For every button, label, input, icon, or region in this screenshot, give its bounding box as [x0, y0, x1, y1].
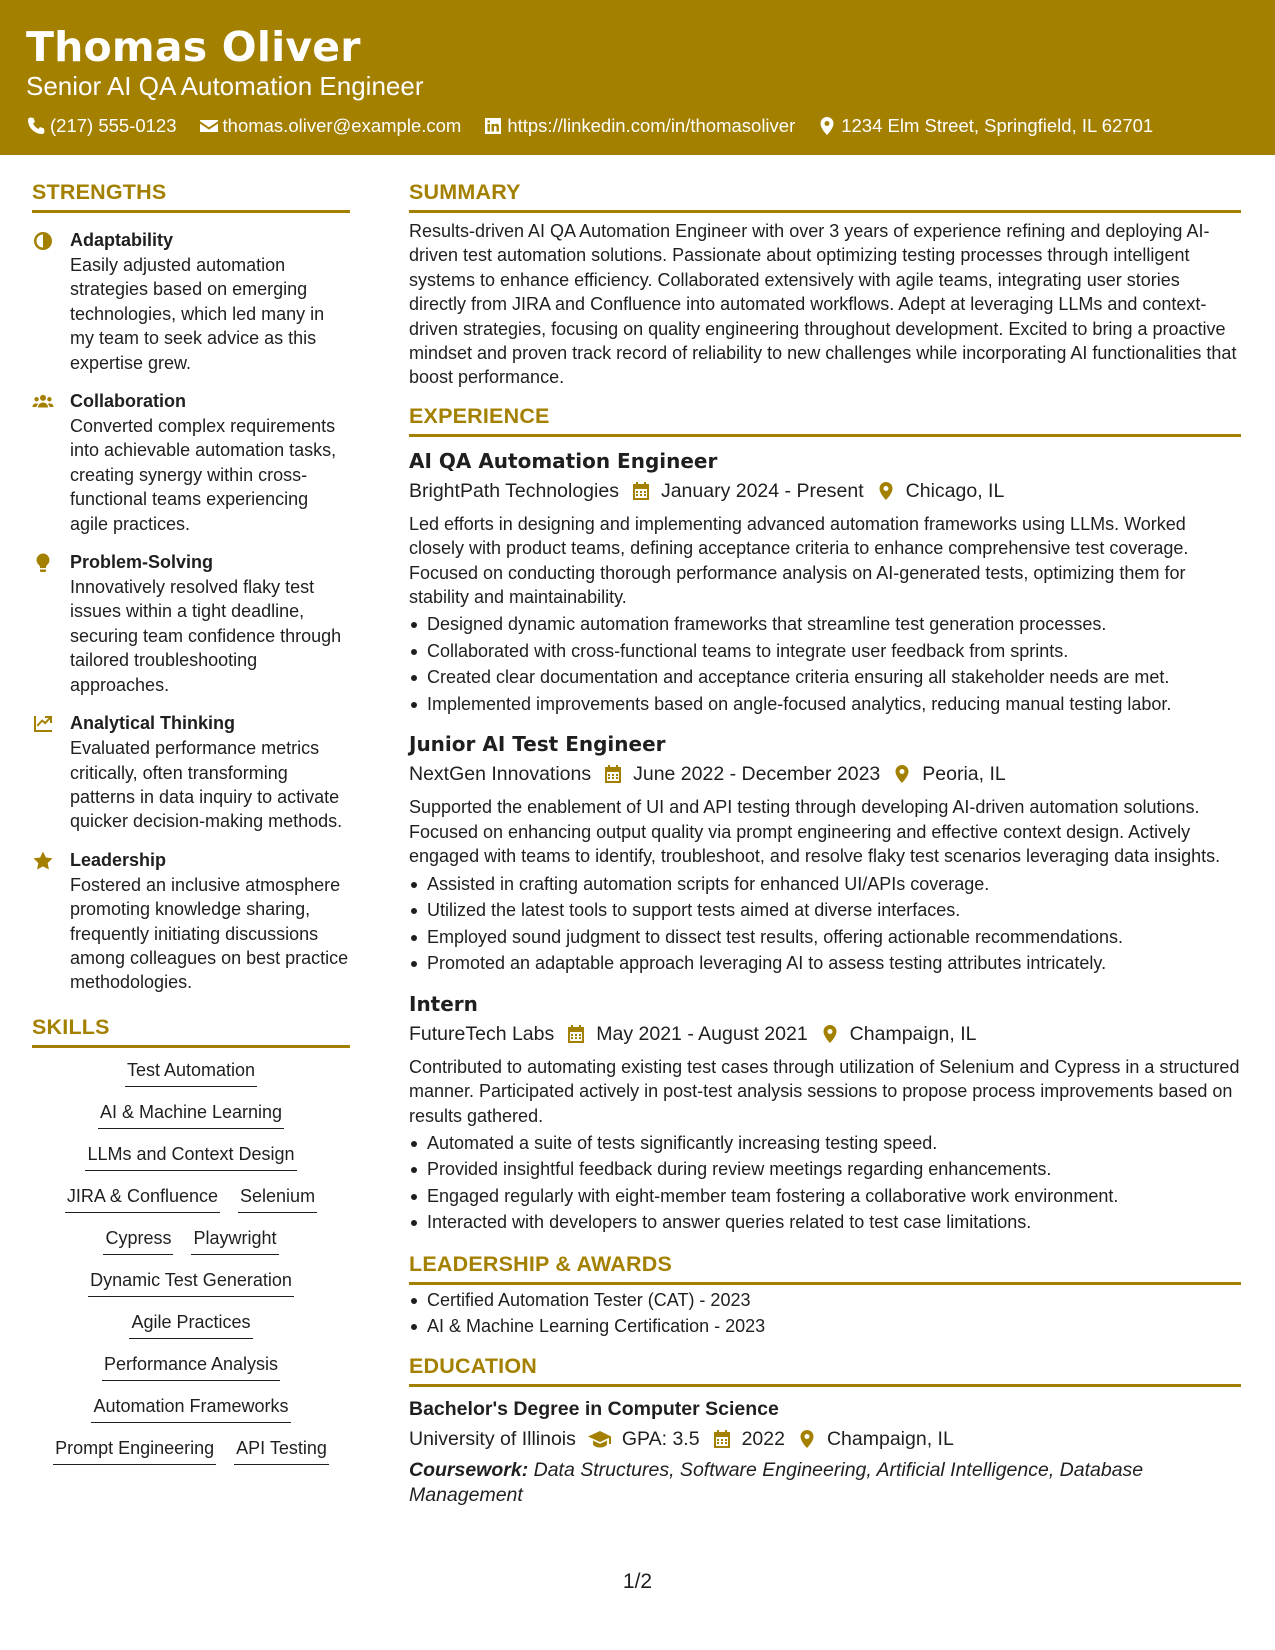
resume-header [0, 0, 1275, 155]
star-icon [32, 850, 54, 872]
list-item: Engaged regularly with eight-member team fostering a collaborative work environment. [409, 1183, 1241, 1210]
job-bullets [409, 611, 1241, 717]
graduation-year: 2022 [741, 1427, 785, 1450]
job-dates: January 2024 - Present [660, 479, 864, 502]
strength-desc: Converted complex requirements into achievable automation tasks, creating synergy within cross-functional teams experiencing agile practices. [70, 416, 337, 534]
strength-item [32, 710, 350, 834]
skill-tag: LLMs and Context Design [85, 1142, 296, 1171]
list-item: Automated a suite of tests significantly increasing testing speed. [409, 1130, 1241, 1157]
job-bullets [409, 1130, 1241, 1236]
strength-item [32, 847, 350, 995]
lightbulb-icon [32, 552, 54, 574]
job-dates: June 2022 - December 2023 [633, 763, 881, 786]
strength-title: Adaptability [70, 230, 174, 250]
contact-phone[interactable] [26, 114, 177, 138]
job-bullets [409, 871, 1241, 977]
contact-linkedin[interactable] [483, 114, 795, 138]
map-pin-icon [797, 1429, 817, 1449]
page-number: 1/2 [622, 1570, 653, 1593]
job-title: AI QA Automation Engineer [409, 448, 718, 473]
list-item: Implemented improvements based on angle-focused analytics, reducing manual testing labor. [409, 691, 1241, 718]
list-item: Employed sound judgment to dissect test results, offering actionable recommendations. [409, 924, 1241, 951]
right-column [409, 178, 1241, 1508]
company-name: FutureTech Labs [409, 1022, 555, 1045]
chart-line-icon [32, 713, 54, 735]
list-item: Collaborated with cross-functional teams to integrate user feedback from sprints. [409, 638, 1241, 665]
address-text: 1234 Elm Street, Springfield, IL 62701 [841, 115, 1154, 136]
list-item: Certified Automation Tester (CAT) - 2023 [409, 1287, 1241, 1314]
map-pin-icon [820, 1024, 840, 1044]
list-item: Created clear documentation and acceptance criteria ensuring all stakeholder needs are met. [409, 664, 1241, 691]
list-item: Interacted with developers to answer queries related to test case limitations. [409, 1209, 1241, 1236]
strengths-list [32, 227, 350, 995]
job-meta [409, 477, 1241, 505]
list-item: Utilized the latest tools to support tests aimed at diverse interfaces. [409, 897, 1241, 924]
coursework [409, 1458, 1241, 1508]
list-item: AI & Machine Learning Certification - 2023 [409, 1313, 1241, 1340]
map-pin-icon [817, 116, 837, 136]
skill-tag: API Testing [234, 1436, 329, 1465]
phone-text: (217) 555-0123 [50, 115, 177, 136]
strengths-heading: STRENGTHS [32, 178, 350, 213]
skill-tag: Dynamic Test Generation [88, 1268, 294, 1297]
job-title: Intern [409, 991, 478, 1016]
strength-title: Analytical Thinking [70, 713, 236, 734]
linkedin-icon [483, 116, 503, 136]
map-pin-icon [892, 764, 912, 784]
skill-tag: Prompt Engineering [53, 1436, 216, 1465]
job-entry [409, 990, 1241, 1236]
calendar-icon [566, 1024, 586, 1044]
summary-heading: SUMMARY [409, 178, 1241, 213]
job-description: Led efforts in designing and implementing advanced automation frameworks using LLMs. Worked closely with product teams, defining acceptance criteria to enhance comprehensive test coverage. Focused on conducting thorough performance analysis on AI-generated tests, optimizing them for stability and maintainability. [409, 513, 1189, 608]
strength-desc: Evaluated performance metrics critically, often transforming patterns in data inquiry to activate quicker decision-making methods. [70, 738, 343, 832]
job-entry [409, 447, 1241, 718]
gpa: GPA: 3.5 [621, 1427, 700, 1450]
strength-item [32, 549, 350, 697]
users-icon [32, 391, 54, 413]
strength-desc: Easily adjusted automation strategies based on emerging technologies, which led many in my team to seek advice as this expertise grew. [70, 255, 325, 373]
contact-bar [26, 114, 1275, 138]
skills-list [32, 1058, 350, 1465]
calendar-icon [631, 481, 651, 501]
skill-tag: Test Automation [125, 1058, 257, 1087]
strength-title: Problem-Solving [70, 552, 214, 573]
list-item: Designed dynamic automation frameworks that streamline test generation processes. [409, 611, 1241, 638]
contact-email[interactable] [199, 114, 462, 138]
strength-title: Collaboration [70, 391, 186, 412]
job-entry [409, 730, 1241, 976]
education-location: Champaign, IL [826, 1427, 954, 1450]
strength-desc: Fostered an inclusive atmosphere promoting knowledge sharing, frequently initiating discussions among colleagues on best practice methodologies. [70, 874, 349, 993]
coursework-text: Data Structures, Software Engineering, Artificial Intelligence, Database Management [409, 1458, 1144, 1506]
company-name: NextGen Innovations [409, 763, 592, 786]
skill-tag: AI & Machine Learning [98, 1100, 284, 1129]
strength-item [32, 388, 350, 536]
job-meta [409, 1020, 1241, 1048]
strength-item [32, 227, 350, 375]
list-item: Promoted an adaptable approach leveraging AI to assess testing attributes intricately. [409, 950, 1241, 977]
left-column [32, 178, 350, 1478]
summary-text: Results-driven AI QA Automation Engineer with over 3 years of experience refining and deploying AI-driven test automation solutions. Passionate about optimizing testing processes through intelligent systems to enhance efficiency. Collaborated extensively with agile teams, integrating user stories directly from JIRA and Confluence into automated workflows. Adept at leveraging LLMs and context-driven strategies, focusing on quality engineering throughout development. Excited to bring a proactive mindset and proven track record of reliability to new challenges while incorporating AI functionalities that boost performance. [409, 221, 1237, 388]
coursework-label: Coursework: [409, 1458, 529, 1481]
half-circle-icon [32, 230, 54, 252]
school-name: University of Illinois [409, 1427, 576, 1450]
phone-icon [26, 116, 46, 136]
skills-heading: SKILLS [32, 1013, 350, 1048]
degree-title: Bachelor's Degree in Computer Science [409, 1397, 779, 1420]
envelope-icon [199, 116, 219, 136]
skill-tag: Selenium [238, 1184, 317, 1213]
skill-tag: Playwright [191, 1226, 278, 1255]
strength-desc: Innovatively resolved flaky test issues within a tight deadline, securing team confidence through tailored troubleshooting approaches. [70, 577, 342, 695]
awards-list [409, 1287, 1241, 1340]
calendar-icon [712, 1429, 732, 1449]
job-location: Chicago, IL [905, 479, 1005, 502]
contact-address [817, 114, 1153, 138]
skill-tag: Performance Analysis [102, 1352, 280, 1381]
company-name: BrightPath Technologies [409, 479, 619, 502]
candidate-title: Senior AI QA Automation Engineer [26, 71, 424, 101]
map-pin-icon [876, 481, 896, 501]
calendar-icon [603, 764, 623, 784]
job-description: Contributed to automating existing test cases through utilization of Selenium and Cypress in a structured manner. Participated actively in post-test analysis sessions to propose process improvements based on results gathered. [409, 1056, 1240, 1126]
education-heading: EDUCATION [409, 1352, 1241, 1387]
email-text: thomas.oliver@example.com [222, 115, 462, 136]
skill-tag: Agile Practices [129, 1310, 252, 1339]
job-description: Supported the enablement of UI and API testing through developing AI-driven automation solutions. Focused on enhancing output quality via prompt engineering and effective context design. Actively engaged with teams to identify, troubleshoot, and resolve flaky test scenarios leveraging data insights. [409, 797, 1221, 867]
job-dates: May 2021 - August 2021 [596, 1022, 808, 1045]
leadership-heading: LEADERSHIP & AWARDS [409, 1250, 1241, 1285]
job-location: Peoria, IL [922, 763, 1006, 786]
skill-tag: JIRA & Confluence [65, 1184, 220, 1213]
education-meta [409, 1425, 1241, 1453]
candidate-name: Thomas Oliver [26, 23, 361, 71]
list-item: Provided insightful feedback during review meetings regarding enhancements. [409, 1156, 1241, 1183]
graduation-cap-icon [588, 1429, 612, 1449]
linkedin-text: https://linkedin.com/in/thomasoliver [507, 115, 796, 136]
job-title: Junior AI Test Engineer [409, 732, 666, 757]
list-item: Assisted in crafting automation scripts for enhanced UI/APIs coverage. [409, 871, 1241, 898]
skill-tag: Automation Frameworks [91, 1394, 290, 1423]
experience-heading: EXPERIENCE [409, 402, 1241, 437]
skill-tag: Cypress [103, 1226, 173, 1255]
job-meta [409, 760, 1241, 788]
strength-title: Leadership [70, 849, 167, 870]
job-location: Champaign, IL [849, 1022, 977, 1045]
